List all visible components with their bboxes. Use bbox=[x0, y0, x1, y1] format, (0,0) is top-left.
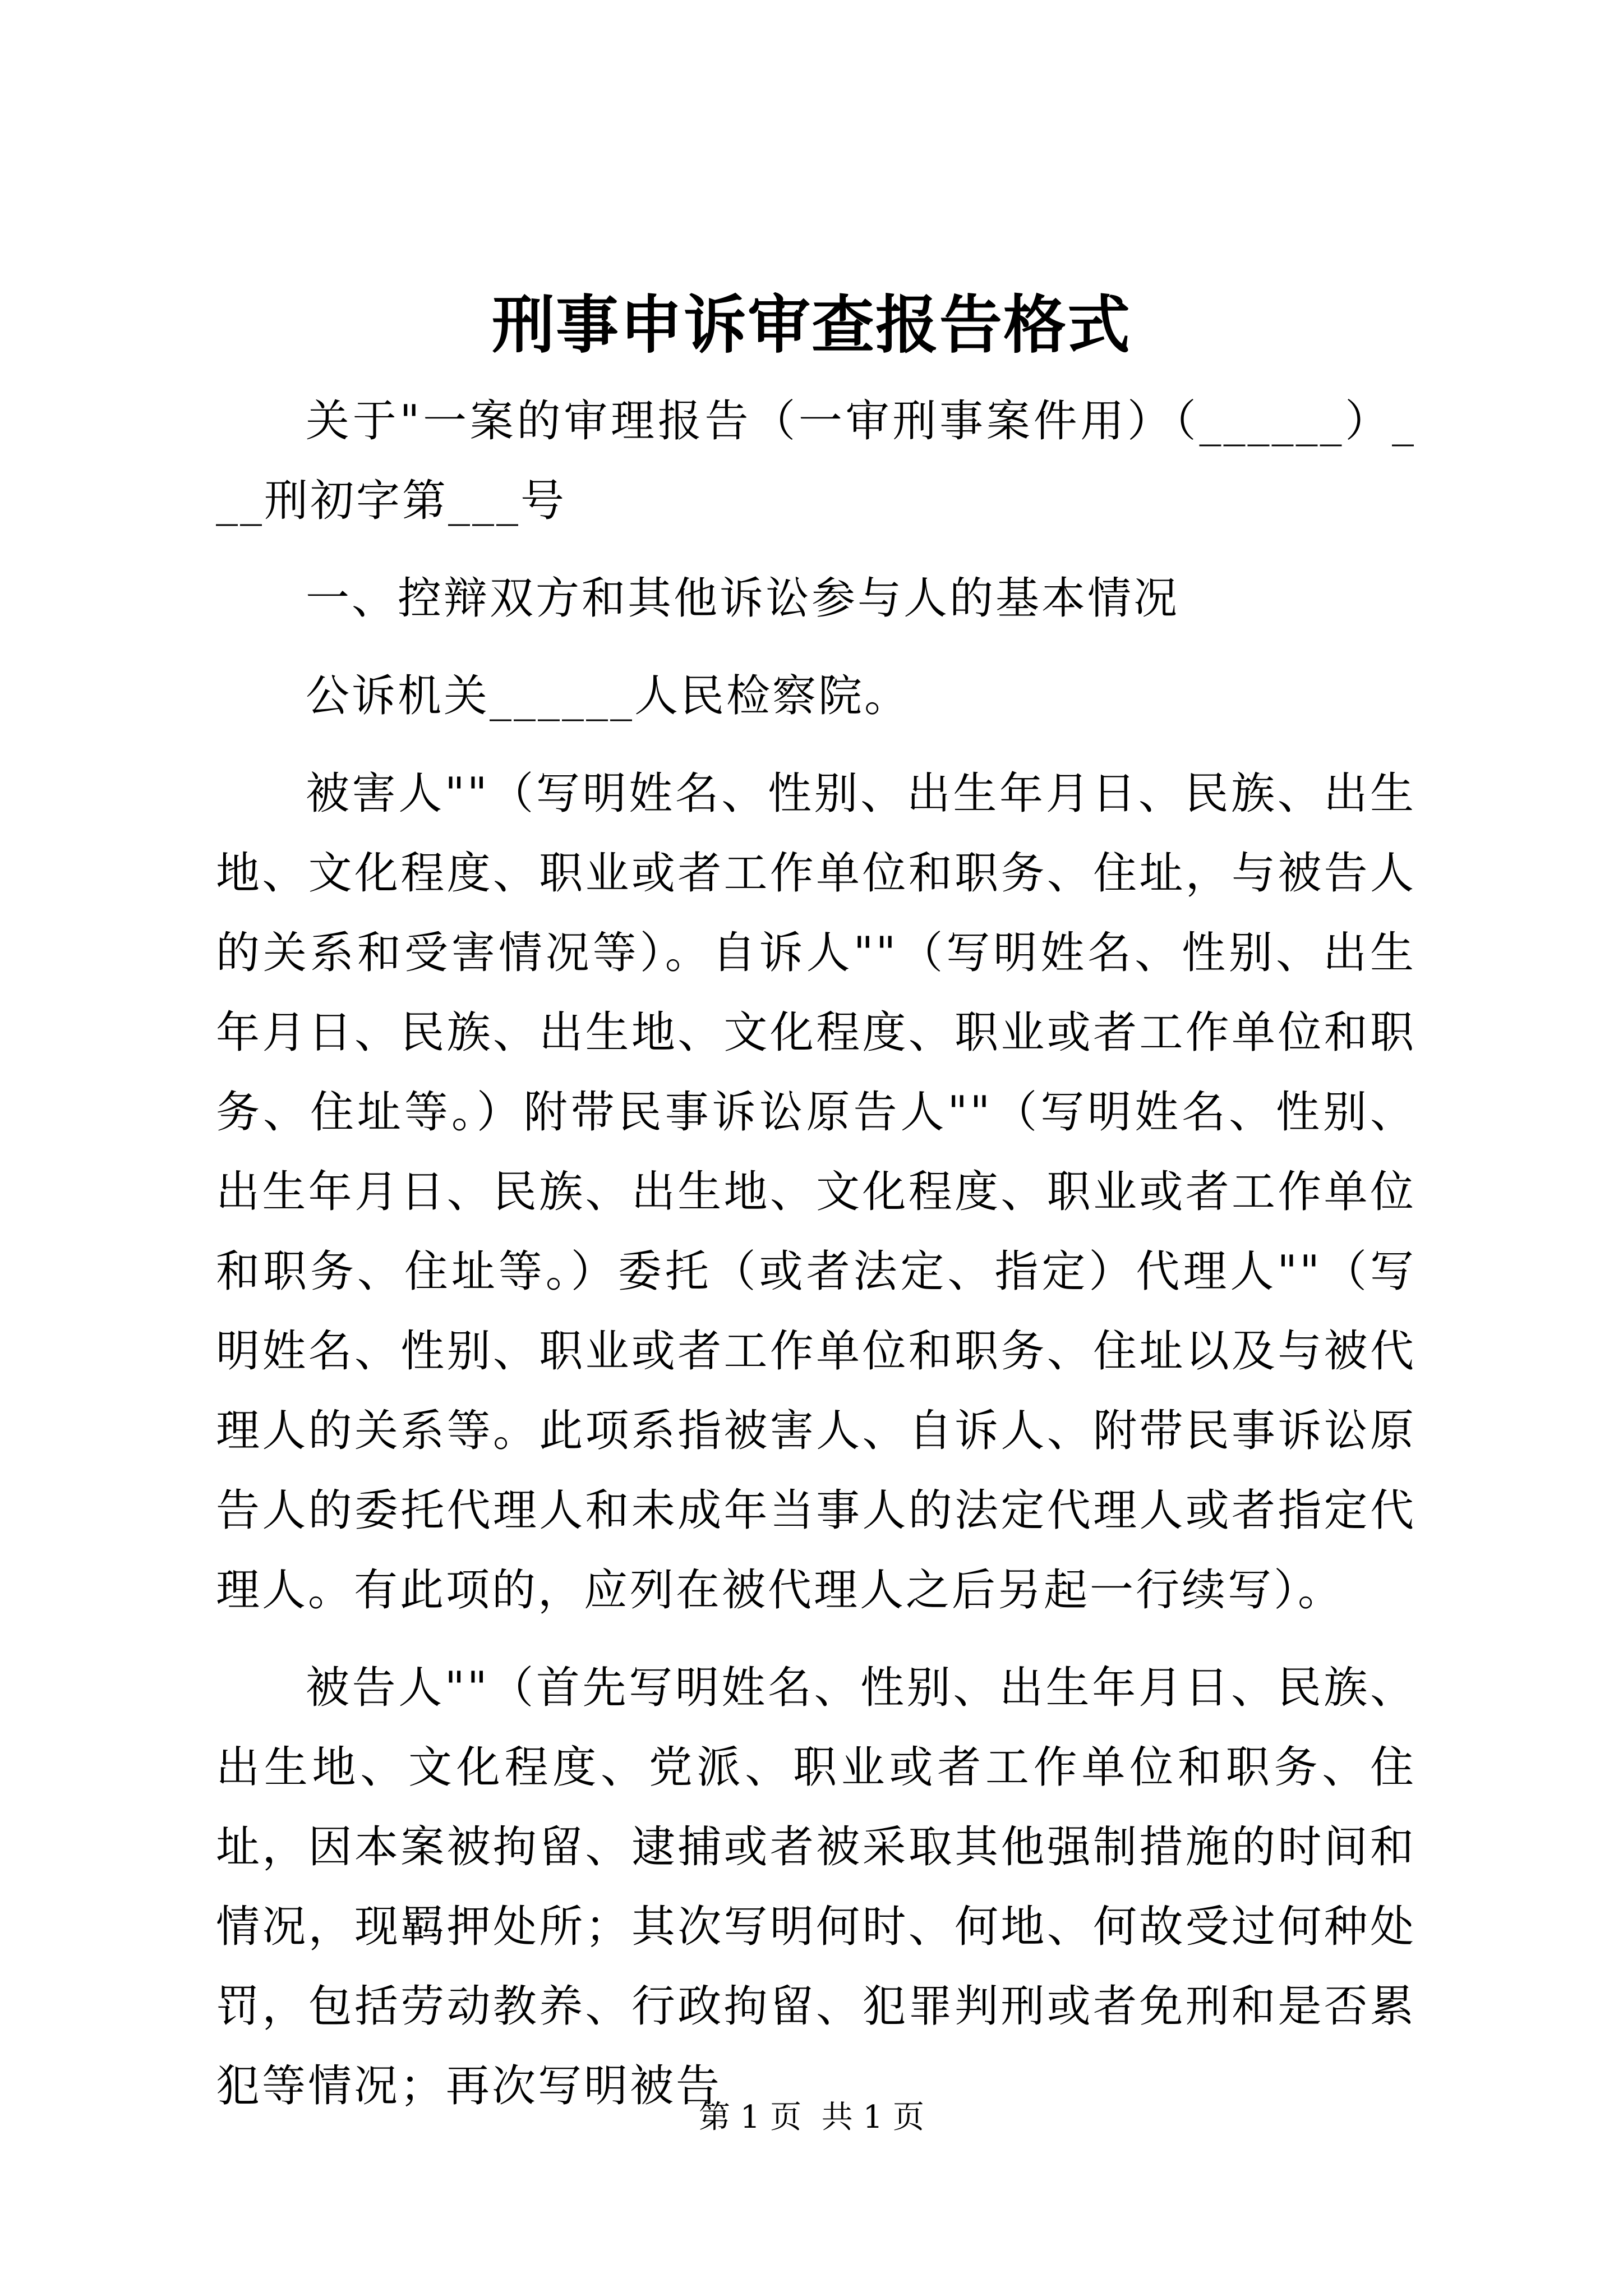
document-title: 刑事申诉审查报告格式 bbox=[492, 288, 1131, 362]
page-number: 第 1 页 共 1 页 bbox=[698, 2099, 925, 2136]
defendant-paragraph: 被告人""（首先写明姓名、性别、出生年月日、民族、出生地、文化程度、党派、职业或者工作单位和职务、住址，因本案被拘留、逮捕或者被采取其他强制措施的时间和情况，现羁押处所；其次写明何时、何地、何故受过何种处罚，包括劳动教养、行政拘留、犯罪判刑或者免刑和是否累犯等情况；再次写明被告 bbox=[216, 1663, 1416, 2111]
prosecution-paragraph: 公诉机关______人民检察院。 bbox=[306, 671, 911, 721]
case-reference-paragraph: 关于"一案的审理报告（一审刑事案件用）（______）___刑初字第___号 bbox=[216, 396, 1416, 526]
section-heading: 一、控辩双方和其他诉讼参与人的基本情况 bbox=[306, 573, 1180, 624]
document-body bbox=[216, 381, 1416, 2144]
victim-paragraph: 被害人""（写明姓名、性别、出生年月日、民族、出生地、文化程度、职业或者工作单位和职务、住址，与被告人的关系和受害情况等）。自诉人""（写明姓名、性别、出生年月日、民族、出生地、文化程度、职业或者工作单位和职务、住址等。）附带民事诉讼原告人""（写明姓名、性别、出生年月日、民族、出生地、文化程度、职业或者工作单位和职务、住址等。）委托（或者法定、指定）代理人""（写明姓名、性别、职业或者工作单位和职务、住址以及与被代理人的关系等。此项系指被害人、自诉人、附带民事诉讼原告人的委托代理人和未成年当事人的法定代理人或者指定代理人。有此项的，应列在被代理人之后另起一行续写）。 bbox=[216, 769, 1416, 1616]
page-footer bbox=[0, 2095, 1623, 2140]
